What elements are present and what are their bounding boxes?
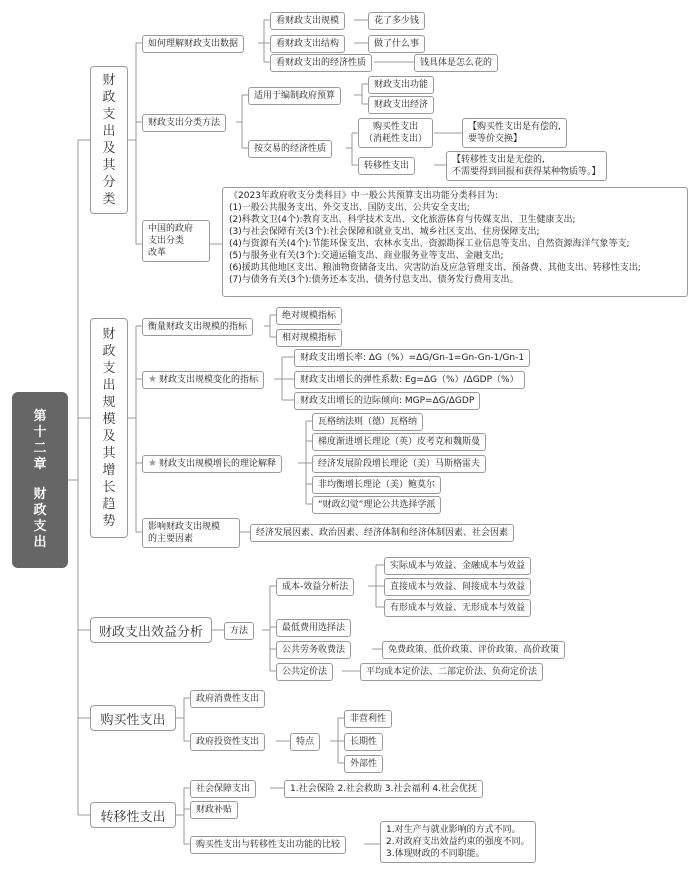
node-features[interactable]: 特点 bbox=[290, 733, 320, 751]
detail-line: (6)援助其他地区支出、粮油物资储备支出、灾害防治及应急管理支出、预备费、其他支出、转移性支出; bbox=[229, 263, 641, 273]
topic-purchase-expenditure[interactable]: 购买性支出 bbox=[90, 705, 176, 731]
topic-title-vertical bbox=[102, 72, 115, 208]
node-purchase-expenditure[interactable] bbox=[358, 118, 433, 148]
detail-line: 《2023年政府收支分类科目》中一般公共预算支出功能分类科目为: bbox=[229, 191, 498, 201]
topic-title-char: 出 bbox=[102, 124, 116, 139]
node-influencing-factors[interactable] bbox=[142, 518, 240, 548]
node-transfer-expenditure[interactable]: 转移性支出 bbox=[358, 157, 415, 175]
topic-title-char: 其 bbox=[102, 446, 116, 461]
node-cost-benefit-item[interactable]: 有形成本与效益、无形成本与效益 bbox=[384, 599, 531, 617]
root-char: 十 bbox=[33, 425, 47, 440]
node-classification-methods[interactable]: 财政支出分类方法 bbox=[142, 114, 226, 132]
star-icon: ★ bbox=[148, 458, 157, 469]
note-fee-policies: 免费政策、低价政策、评价政策、高价政策 bbox=[382, 641, 565, 659]
topic-title-char: 及 bbox=[102, 429, 116, 444]
node-scale-measures[interactable]: 衡量财政支出规模的指标 bbox=[142, 318, 253, 336]
note-understand: 做了什么事 bbox=[368, 35, 425, 53]
node-theory-item[interactable]: 瓦格纳法则（德）瓦格纳 bbox=[312, 413, 423, 431]
node-budget-item[interactable]: 财政支出经济 bbox=[368, 96, 434, 114]
note-transfer bbox=[446, 151, 607, 181]
node-public-pricing[interactable]: 公共定价法 bbox=[276, 663, 333, 681]
node-china-reform[interactable] bbox=[142, 220, 210, 262]
detail-line: (5)与服务业有关(3个):交通运输支出、商业服务业等支出、金融支出; bbox=[229, 251, 504, 261]
note-influencing-factors: 经济发展因素、政治因素、经济体制和经济体制因素、社会因素 bbox=[250, 524, 514, 542]
node-theory-item[interactable]: 梯度渐进增长理论（英）皮考克和魏斯曼 bbox=[312, 433, 486, 451]
chapter-root[interactable] bbox=[12, 392, 68, 568]
root-char: 政 bbox=[33, 503, 47, 518]
node-scale-measure-item[interactable]: 绝对规模指标 bbox=[276, 307, 342, 325]
topic-title-char: 出 bbox=[102, 378, 116, 393]
node-cost-benefit-item[interactable]: 直接成本与效益、间接成本与效益 bbox=[384, 578, 531, 596]
topic-title-char: 模 bbox=[102, 412, 116, 427]
detail-line: (4)与资源有关(4个):节能环保支出、农林水支出、资源勘探工业信息等支出、自然资源海洋气象等支; bbox=[229, 239, 630, 249]
line: 改革 bbox=[148, 248, 167, 258]
root-char: 财 bbox=[33, 487, 47, 502]
topic-title-char: 支 bbox=[102, 107, 116, 122]
root-char: 出 bbox=[33, 535, 47, 550]
topic-title-char: 其 bbox=[102, 158, 116, 173]
node-understand-item[interactable]: 看财政支出结构 bbox=[270, 35, 345, 53]
node-feature-item[interactable]: 外部性 bbox=[344, 755, 383, 773]
topic-transfer-expenditure[interactable]: 转移性支出 bbox=[90, 802, 176, 828]
topic-title-char: 支 bbox=[102, 361, 116, 376]
line: 不需要得到回报和获得某种物质等。】 bbox=[452, 167, 601, 177]
line: 影响财政支出规模 bbox=[148, 522, 221, 532]
node-cost-benefit-item[interactable]: 实际成本与效益、金融成本与效益 bbox=[384, 557, 531, 575]
topic-expenditure-scale-trend[interactable] bbox=[90, 318, 128, 538]
note-social-security: 1.社会保险 2.社会救助 3.社会福利 4.社会优抚 bbox=[284, 780, 483, 798]
node-understand-data[interactable]: 如何理解财政支出数据 bbox=[142, 35, 244, 53]
detail-line: (1)一般公共服务支出、外交支出、国防支出、公共安全支出; bbox=[229, 203, 470, 213]
root-char: 支 bbox=[33, 519, 47, 534]
node-government-consumption[interactable]: 政府消费性支出 bbox=[190, 690, 265, 708]
node-methods[interactable]: 方法 bbox=[224, 622, 254, 640]
topic-title-char: 增 bbox=[102, 463, 116, 478]
node-economic-nature[interactable]: 按交易的经济性质 bbox=[248, 140, 332, 158]
line: 支出分类 bbox=[148, 236, 185, 246]
line: 的主要因素 bbox=[148, 534, 194, 544]
node-change-indicator[interactable]: 财政支出增长率: ΔG（%）=ΔG/Gn-1=Gn-Gn-1/Gn-1 bbox=[294, 349, 530, 367]
detail-line: (3)与社会保障有关(3个):社会保障和就业支出、城乡社区支出、住房保障支出; bbox=[229, 227, 540, 237]
detail-line: (7)与债务有关(3个):债务还本支出、债务付息支出、债务发行费用支出。 bbox=[229, 275, 519, 285]
note-china-reform-detail bbox=[222, 187, 688, 297]
line: 购买性支出 bbox=[373, 122, 419, 132]
topic-title-char: 财 bbox=[102, 327, 116, 342]
node-social-security[interactable]: 社会保障支出 bbox=[190, 780, 256, 798]
node-feature-item[interactable]: 非营利性 bbox=[344, 710, 392, 728]
root-char: 第 bbox=[33, 409, 47, 424]
topic-title-char: 趋 bbox=[102, 497, 116, 512]
detail-line: 1.对生产与就业影响的方式不同。 bbox=[386, 825, 521, 835]
root-char: 二 bbox=[33, 441, 47, 456]
line: 要等价交换】 bbox=[468, 134, 523, 144]
topic-title-char: 及 bbox=[102, 141, 116, 156]
topic-benefit-analysis[interactable]: 财政支出效益分析 bbox=[90, 617, 212, 643]
note-purchase bbox=[462, 118, 567, 148]
topic-title-char: 财 bbox=[102, 73, 116, 88]
node-theory-item[interactable]: 经济发展阶段增长理论（美）马斯格雷夫 bbox=[312, 455, 486, 473]
node-feature-item[interactable]: 长期性 bbox=[344, 733, 383, 751]
node-government-investment[interactable]: 政府投资性支出 bbox=[190, 733, 265, 751]
node-lowest-cost[interactable]: 最低费用选择法 bbox=[276, 619, 351, 637]
topic-title-char: 长 bbox=[102, 480, 116, 495]
node-theory-item[interactable]: 非均衡增长理论（美）鲍莫尔 bbox=[312, 476, 441, 494]
node-cost-benefit[interactable]: 成本-效益分析法 bbox=[276, 578, 354, 596]
detail-line: 3.体现财政的不同职能。 bbox=[386, 849, 485, 859]
line: 【购买性支出是有偿的, bbox=[468, 122, 561, 132]
topic-title-char: 政 bbox=[102, 90, 116, 105]
label: 财政支出规模变化的指标 bbox=[158, 375, 258, 385]
node-understand-item[interactable]: 看财政支出的经济性质 bbox=[270, 54, 372, 72]
note-pricing-methods: 平均成本定价法、二部定价法、负荷定价法 bbox=[360, 663, 543, 681]
node-understand-item[interactable]: 看财政支出规模 bbox=[270, 12, 345, 30]
note-understand: 钱具体是怎么花的 bbox=[414, 54, 498, 72]
line: 【转移性支出是无偿的, bbox=[452, 155, 545, 165]
topic-title-char: 势 bbox=[102, 514, 116, 529]
node-growth-theories[interactable] bbox=[142, 455, 282, 473]
topic-title-char: 类 bbox=[102, 192, 116, 207]
node-budget-item[interactable]: 财政支出功能 bbox=[368, 76, 434, 94]
note-comparison-points bbox=[380, 821, 536, 863]
node-fiscal-subsidy[interactable]: 财政补贴 bbox=[190, 801, 238, 819]
topic-title-char: 分 bbox=[102, 175, 116, 190]
node-change-indicator[interactable]: 财政支出增长的弹性系数: Eg=ΔG（%）/ΔGDP（%） bbox=[294, 371, 525, 389]
star-icon: ★ bbox=[148, 374, 157, 385]
node-theory-item[interactable]: “财政幻觉”理论公共选择学派 bbox=[312, 496, 441, 514]
line: 中国的政府 bbox=[148, 224, 194, 234]
label: 财政支出规模增长的理论解释 bbox=[158, 459, 276, 469]
topic-title-char: 规 bbox=[102, 395, 116, 410]
detail-line: 2.对政府支出效益约束的强度不同。 bbox=[386, 837, 530, 847]
node-change-indicator[interactable]: 财政支出增长的边际倾向: MGP=ΔG/ΔGDP bbox=[294, 392, 480, 410]
node-scale-change-indicators[interactable] bbox=[142, 371, 264, 389]
topic-title-vertical bbox=[102, 326, 115, 530]
node-budget-compilation[interactable]: 适用于编制政府预算 bbox=[248, 87, 341, 105]
node-function-comparison[interactable]: 购买性支出与转移性支出功能的比较 bbox=[190, 836, 346, 854]
line: （消耗性支出） bbox=[364, 134, 428, 144]
detail-line: (2)科教文卫(4个):教育支出、科学技术支出、文化旅游体育与传媒支出、卫生健康支出; bbox=[229, 215, 576, 225]
topic-title-char: 政 bbox=[102, 344, 116, 359]
root-char: 章 bbox=[33, 457, 47, 472]
topic-expenditure-classification[interactable] bbox=[90, 66, 128, 214]
note-understand: 花了多少钱 bbox=[368, 12, 425, 30]
node-scale-measure-item[interactable]: 相对规模指标 bbox=[276, 329, 342, 347]
node-public-service-fee[interactable]: 公共劳务收费法 bbox=[276, 641, 351, 659]
